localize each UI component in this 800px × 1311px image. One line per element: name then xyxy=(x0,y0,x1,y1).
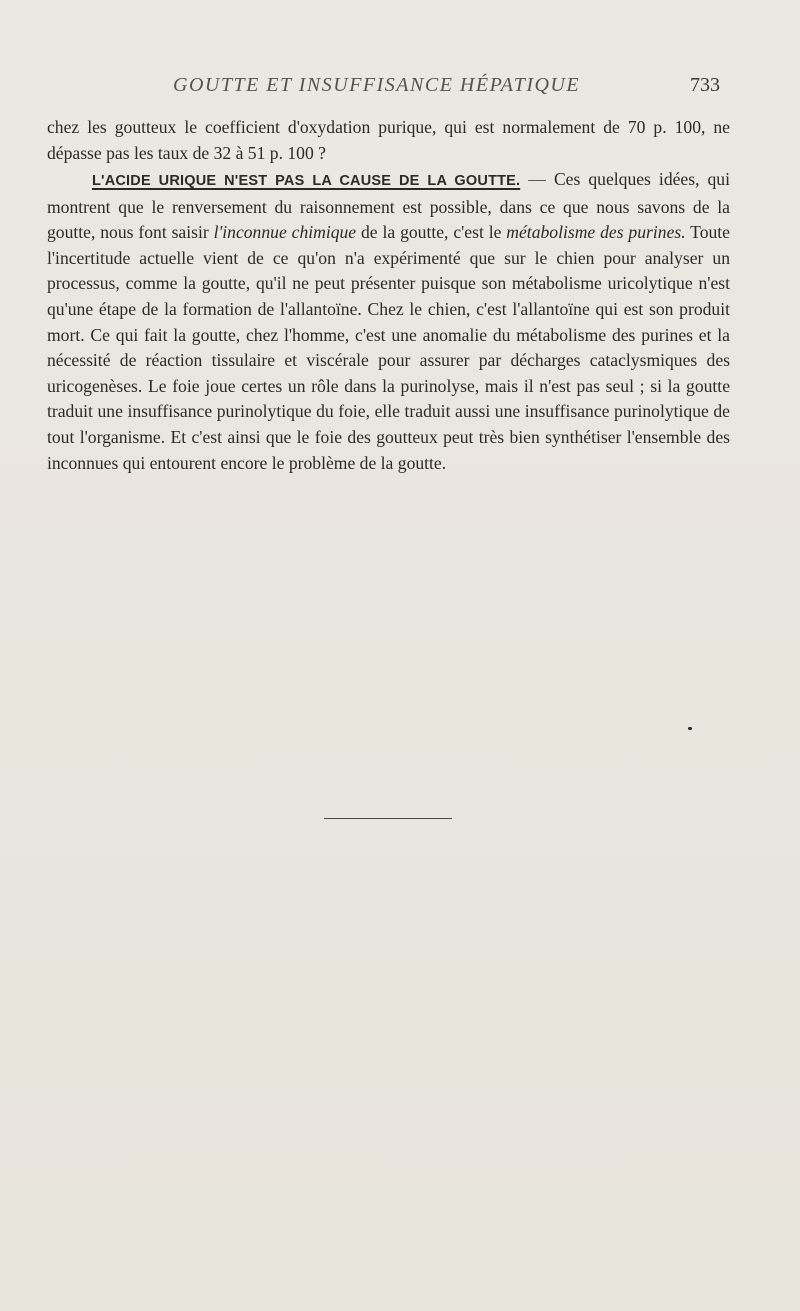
ink-speck xyxy=(688,727,692,730)
emphasis-text: métabolisme des purines. xyxy=(506,222,686,243)
paragraph-text: chez les goutteux le coefficient d'oxydation purique, qui est normalement de 70 p. 100, ne dépasse pas les taux de 32 à 51 p. 100 ? xyxy=(47,117,730,163)
text-run: de la goutte, c'est le xyxy=(356,222,507,243)
emphasis-text: l'inconnue chimique xyxy=(213,222,357,243)
text-run: Ces quelques idées, qui montrent que le renversement du raisonnement est possible, dans ce que nous savons de la goutte, nous font saisir xyxy=(47,169,730,243)
em-dash: — xyxy=(520,169,554,189)
page-number: 733 xyxy=(690,74,720,96)
running-head: GOUTTE ET INSUFFISANCE HÉPATIQUE xyxy=(173,74,581,96)
section-heading: L'ACIDE URIQUE N'EST PAS LA CAUSE DE LA GOUTTE. xyxy=(92,173,521,189)
section-paragraph xyxy=(47,167,730,476)
section-paragraph-text xyxy=(47,167,730,476)
paragraph-continuation xyxy=(47,115,730,166)
text-run: Toute l'incertitude actuelle vient de ce qu'on n'a expérimenté que sur le chien pour analyser un processus, comme la goutte, qu'il ne peut présenter puisque son métabolisme uricolytique n'est qu'une étape de la formation de l'allantoïne. Chez le chien, c'est l'allantoïne qui est son produit mort. Ce qui fait la goutte, chez l'homme, c'est une anomalie du métabolisme des purines et la nécessité de réaction tissulaire et viscérale pour assurer par décharges cataclysmiques des uricogenèses. Le foie joue certes un rôle dans la purinolyse, mais il n'est pas seul ; si la goutte traduit une insuffisance purinolytique du foie, elle traduit aussi une insuffisance purinolytique de tout l'organisme. Et c'est ainsi que le foie des goutteux peut très bien synthétiser l'ensemble des inconnues qui entourent encore le problème de la goutte. xyxy=(47,222,730,473)
section-divider-rule xyxy=(324,818,452,819)
